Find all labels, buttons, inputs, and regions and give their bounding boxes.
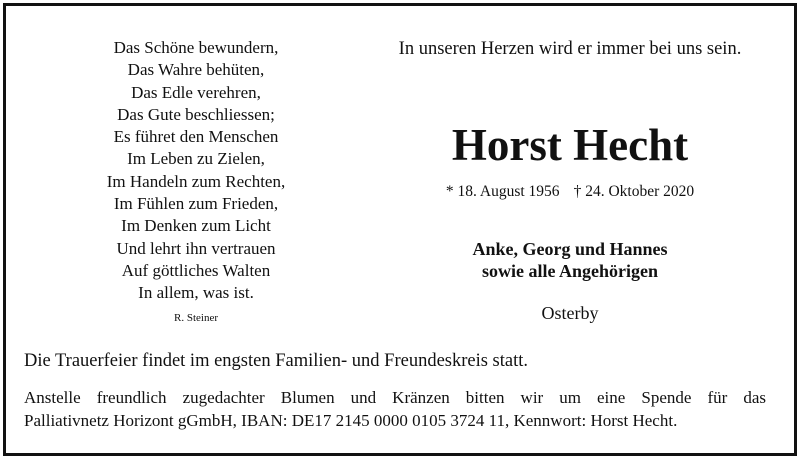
poem-line: Das Wahre behüten,	[127, 60, 265, 80]
death-date: † 24. Oktober 2020	[573, 183, 695, 200]
poem-line: Und lehrt ihn vertrauen	[116, 238, 276, 258]
poem-line: Im Handeln zum Rechten,	[106, 171, 286, 191]
life-dates	[354, 182, 786, 202]
poem-line: In allem, was ist.	[138, 283, 254, 303]
poem-line: Im Leben zu Zielen,	[127, 149, 265, 169]
poem-line: Es führet den Menschen	[113, 127, 279, 147]
obituary-notice	[3, 3, 797, 456]
survivors	[354, 238, 786, 282]
poem-line: Im Denken zum Licht	[121, 216, 271, 236]
poem-line: Im Fühlen zum Frieden,	[113, 194, 279, 214]
poem-line: Das Gute beschliessen;	[117, 104, 275, 124]
birth-date: * 18. August 1956	[445, 183, 560, 200]
survivors-line: sowie alle Angehörigen	[482, 261, 658, 281]
donation-notice	[24, 387, 766, 432]
poem-line: Auf göttliches Walten	[121, 260, 271, 280]
survivors-line: Anke, Georg und Hannes	[472, 239, 668, 259]
donation-line: Palliativnetz Horizont gGmbH, IBAN: DE17 2145 0000 0105 3724 11, Kennwort: Horst Hecht.	[24, 410, 678, 430]
poem-line: Das Schöne bewundern,	[113, 38, 279, 57]
donation-line: Anstelle freundlich zugedachter Blumen und Kränzen bitten wir um eine Spende für das	[24, 388, 766, 407]
poem-line: Das Edle verehren,	[131, 82, 261, 102]
poem	[56, 37, 336, 325]
deceased-name: Horst Hecht	[451, 120, 689, 170]
poem-author: R. Steiner	[174, 311, 218, 324]
motto: In unseren Herzen wird er immer bei uns sein.	[398, 39, 742, 59]
place: Osterby	[541, 303, 599, 323]
funeral-notice: Die Trauerfeier findet im engsten Familien- und Freundeskreis statt.	[24, 351, 529, 371]
